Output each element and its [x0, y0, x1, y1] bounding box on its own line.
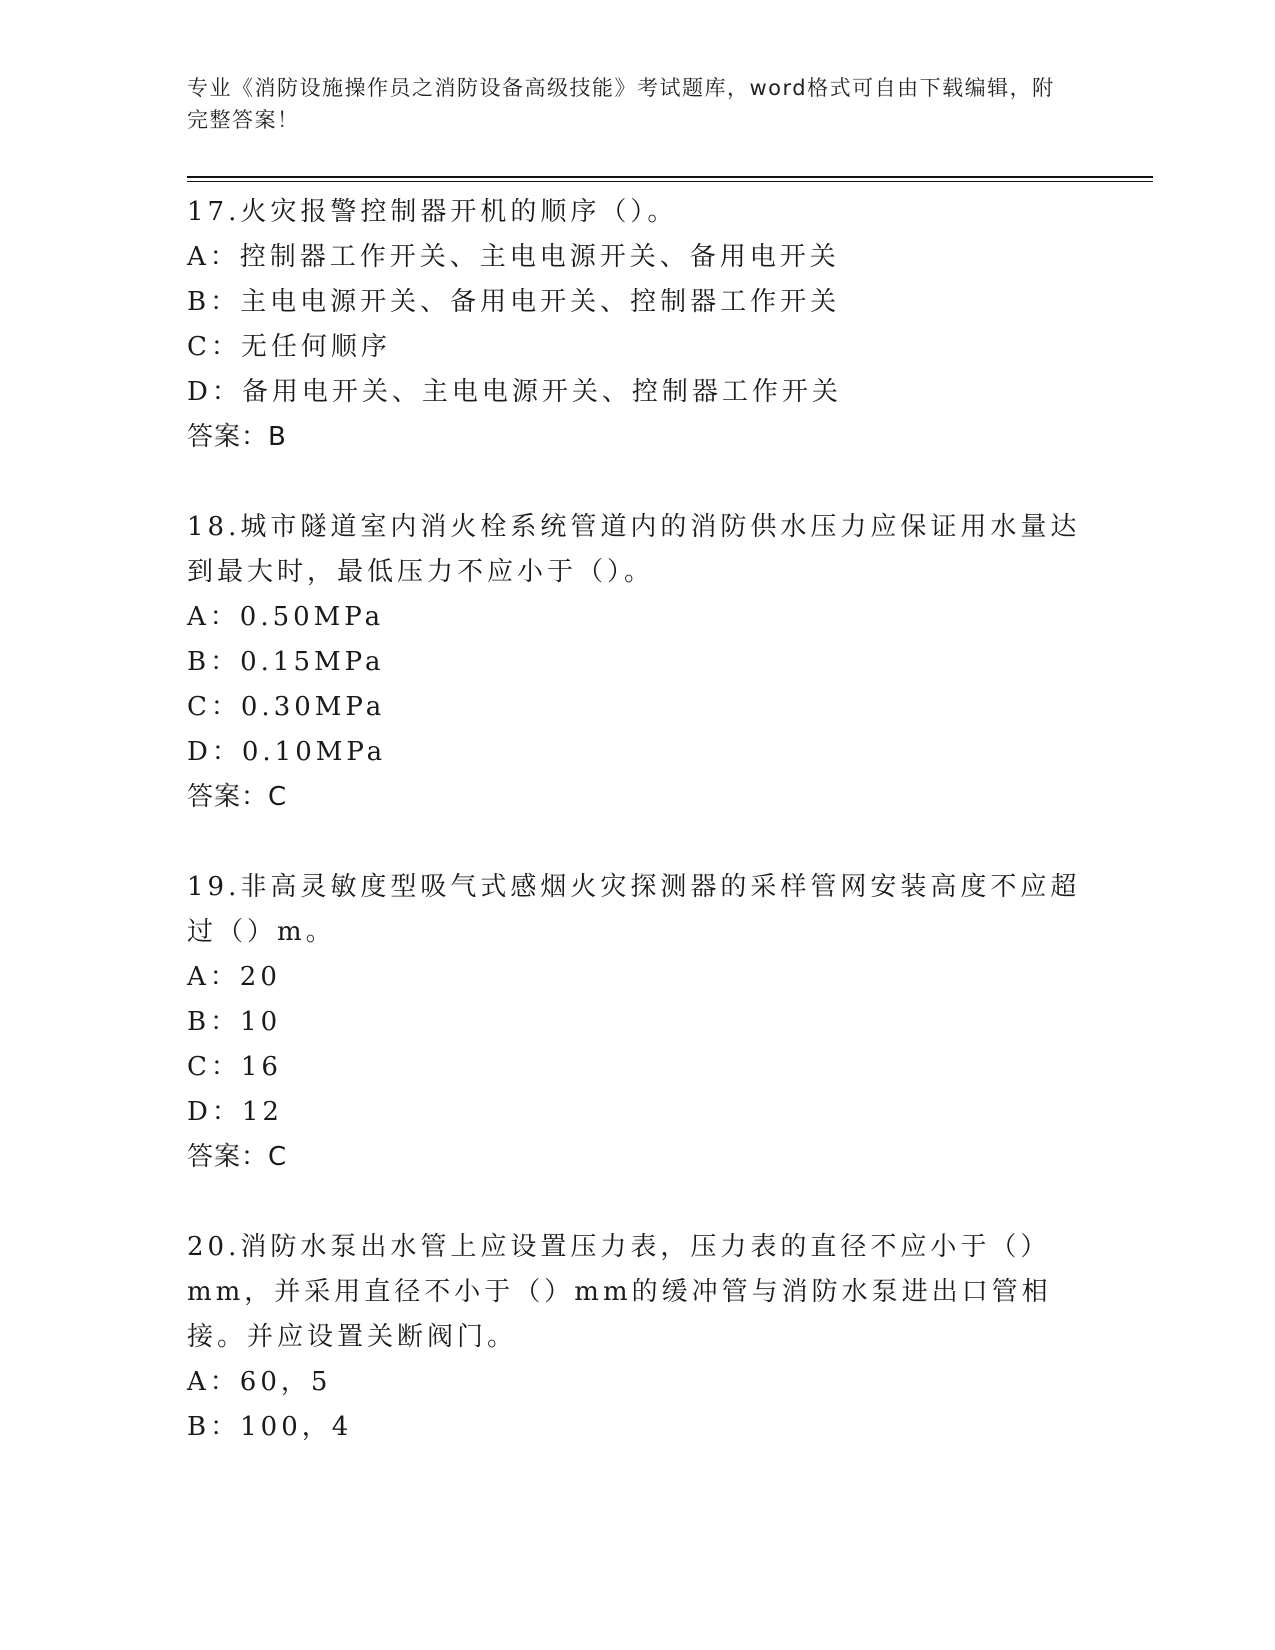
question-list: [187, 190, 1087, 1495]
option-c: C：16: [187, 1052, 282, 1082]
option-b: B：100，4: [187, 1412, 353, 1442]
document-header-text: 专业《消防设施操作员之消防设备高级技能》考试题库，word格式可自由下载编辑，附完整答案！: [187, 76, 1055, 132]
option-d: D：0.10MPa: [187, 737, 387, 767]
option-b: B：10: [187, 1007, 282, 1037]
option-c: C：0.30MPa: [187, 692, 386, 722]
option-c: C：无任何顺序: [187, 332, 391, 362]
option-a: A：20: [187, 962, 281, 992]
question-17: [187, 190, 1087, 460]
header-divider-thick: [187, 176, 1153, 178]
option-d: D：12: [187, 1097, 283, 1127]
question-20: [187, 1225, 1087, 1450]
answer-line: 答案：B: [187, 422, 287, 452]
question-stem: 19.非高灵敏度型吸气式感烟火灾探测器的采样管网安装高度不应超过（）m。: [187, 872, 1081, 947]
option-a: A：0.50MPa: [187, 602, 385, 632]
answer-line: 答案：C: [187, 1142, 288, 1172]
question-stem: 17.火灾报警控制器开机的顺序（）。: [187, 197, 678, 227]
header-divider-thin: [187, 181, 1153, 182]
answer-line: 答案：C: [187, 782, 288, 812]
option-a: A：60，5: [187, 1367, 332, 1397]
option-b: B：主电电源开关、备用电开关、控制器工作开关: [187, 287, 841, 317]
question-19: [187, 865, 1087, 1180]
question-18: [187, 505, 1087, 820]
option-d: D：备用电开关、主电电源开关、控制器工作开关: [187, 377, 842, 407]
question-stem: 20.消防水泵出水管上应设置压力表，压力表的直径不应小于（）mm，并采用直径不小于（）mm的缓冲管与消防水泵进出口管相接。并应设置关断阀门。: [187, 1232, 1052, 1352]
option-a: A：控制器工作开关、主电电源开关、备用电开关: [187, 242, 840, 272]
question-stem: 18.城市隧道室内消火栓系统管道内的消防供水压力应保证用水量达到最大时，最低压力不应小于（）。: [187, 512, 1081, 587]
option-b: B：0.15MPa: [187, 647, 385, 677]
